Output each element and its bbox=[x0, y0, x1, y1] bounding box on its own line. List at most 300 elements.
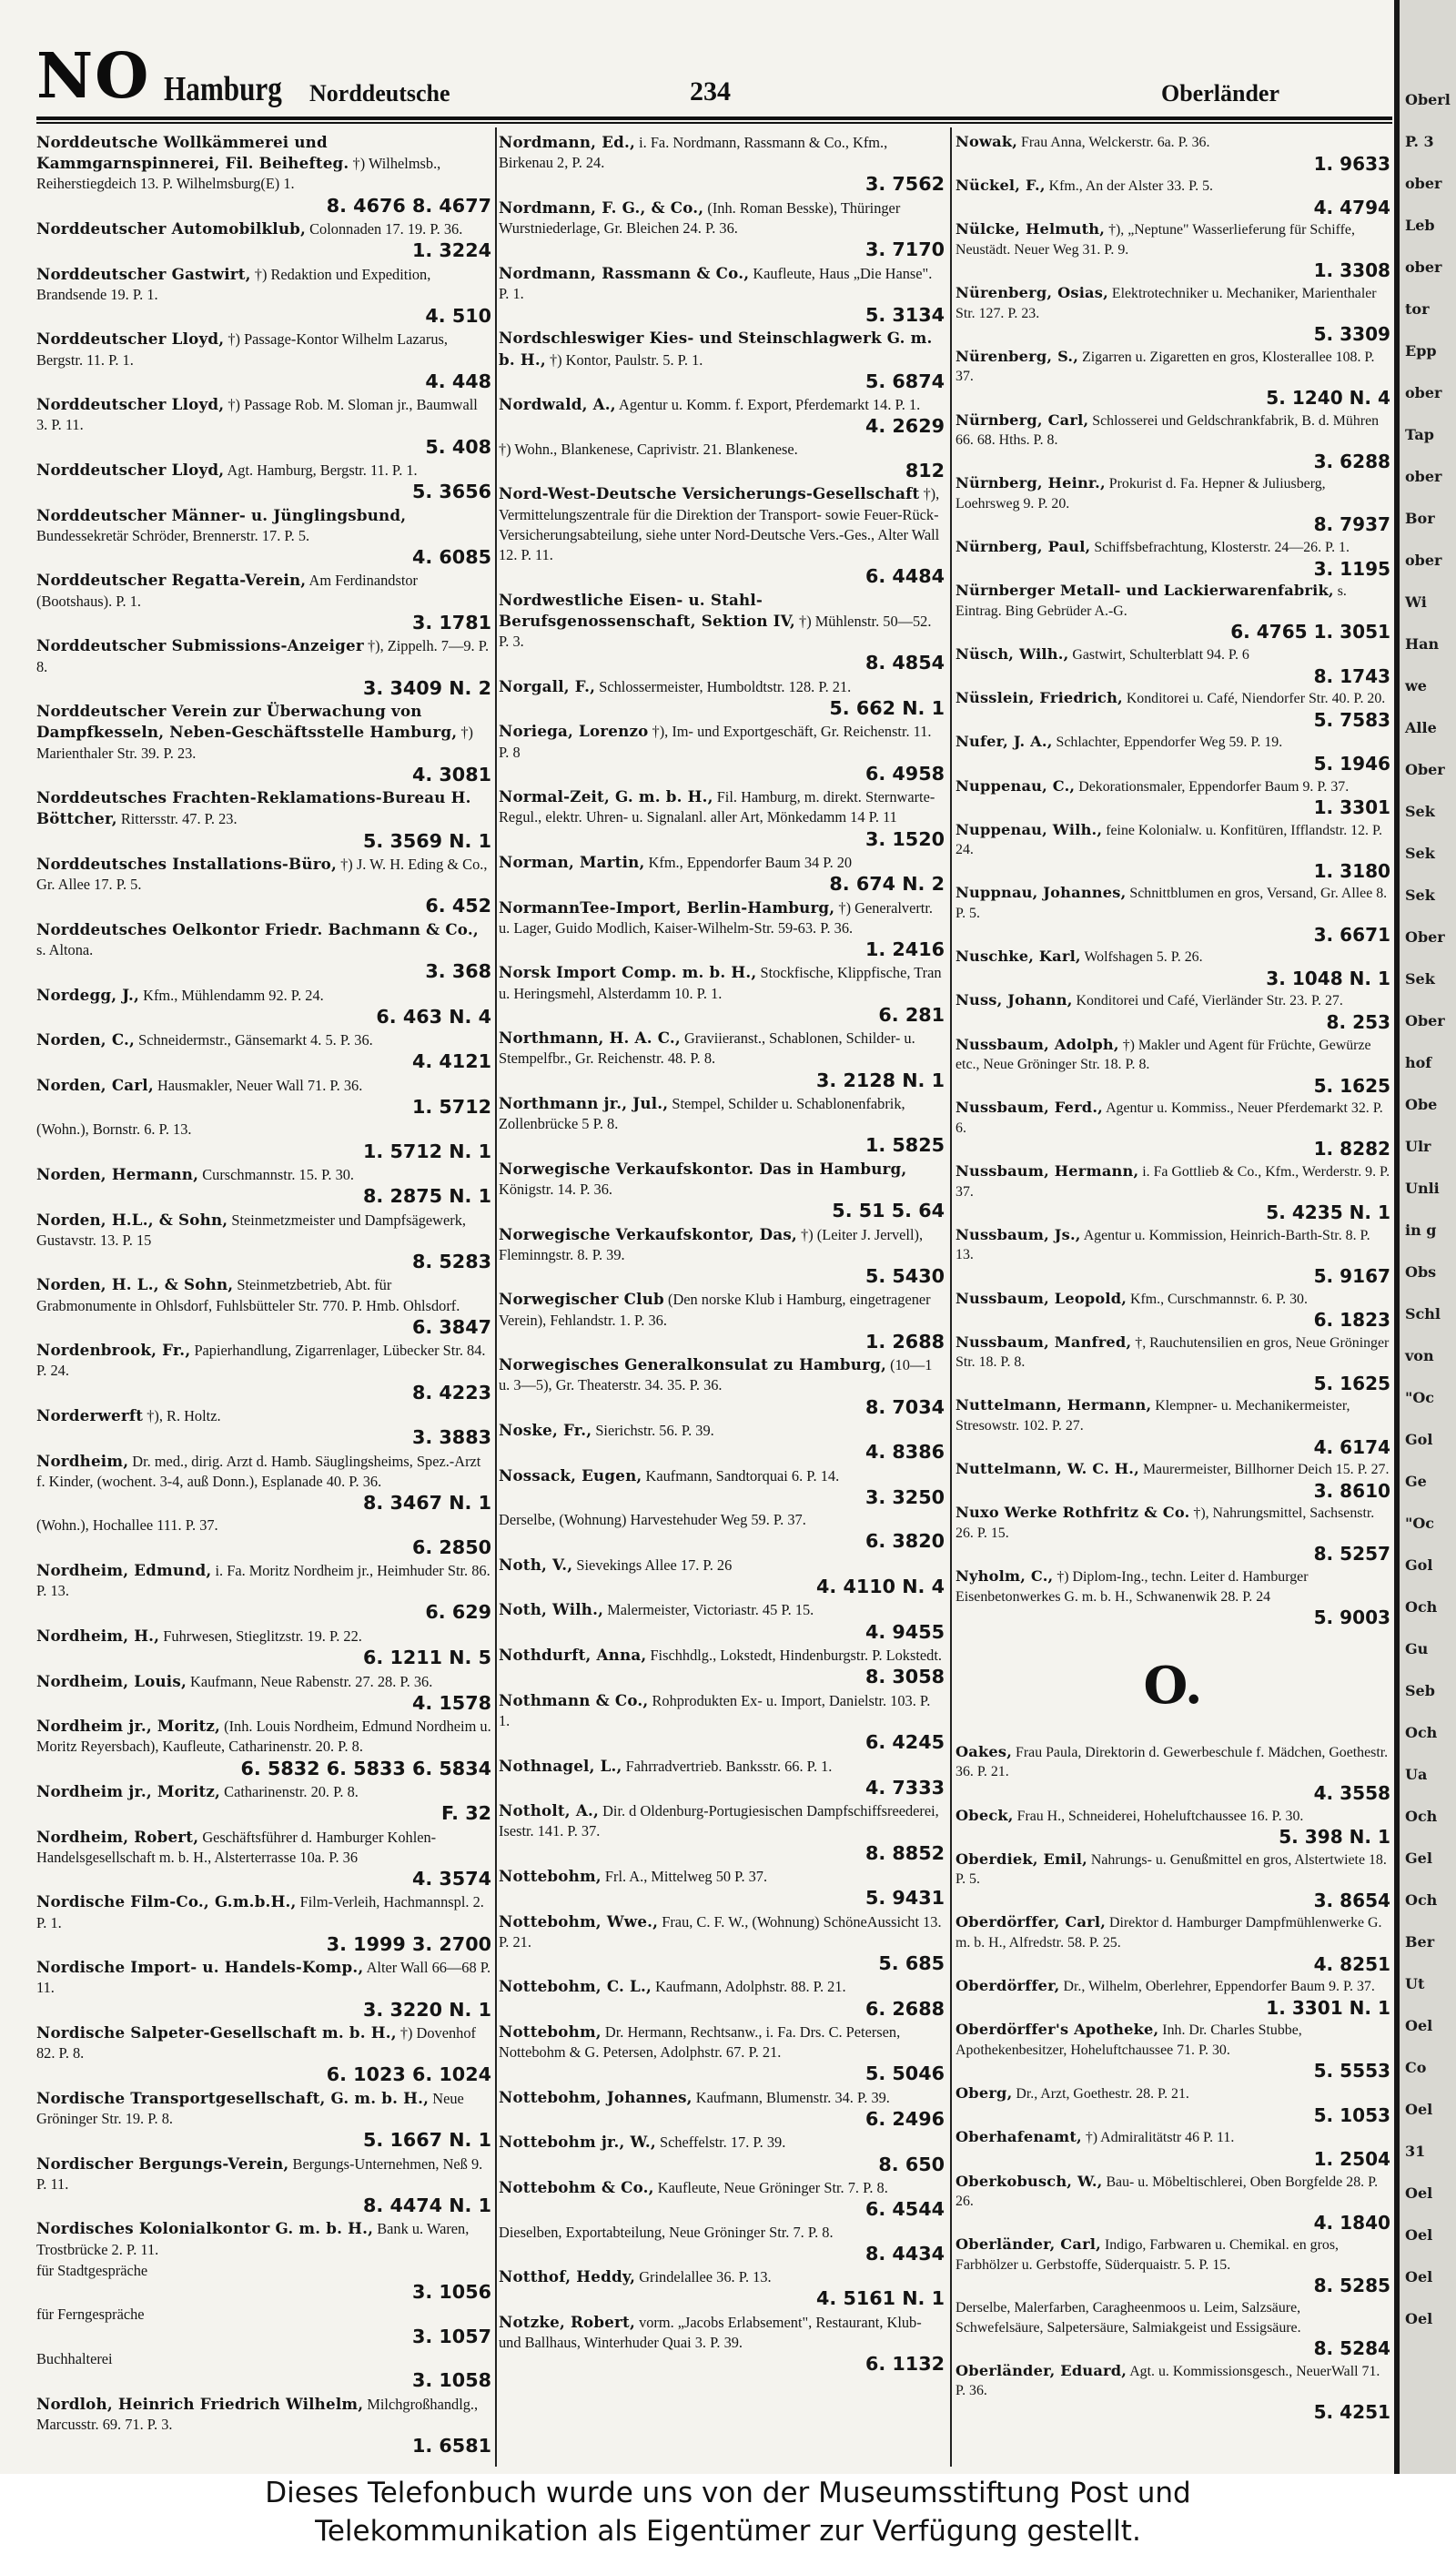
entry-detail: Derselbe, (Wohnung) Harvestehuder Weg 59. P. 37. bbox=[499, 1511, 806, 1529]
directory-entry bbox=[36, 635, 491, 700]
directory-entry bbox=[956, 1912, 1390, 1975]
entry-name: Nottebohm, bbox=[499, 2022, 602, 2041]
entry-name: Nuxo Werke Rothfritz & Co. bbox=[956, 1504, 1190, 1522]
entry-detail: †) Dovenhof 82. P. 8. bbox=[36, 2023, 476, 2062]
phone-number: 4. 1578 bbox=[411, 1691, 491, 1714]
directory-entry bbox=[499, 2266, 945, 2311]
entry-detail: Papierhandlung, Zigarrenlager, Lübecker Str. 84. P. 24. bbox=[36, 1342, 486, 1380]
entry-detail: Graviieranst., Schablonen, Schilder- u. Stempelfbr., Gr. Reichenstr. 48. P. 8. bbox=[499, 1029, 915, 1068]
entry-detail: Sievekings Allee 17. P. 26 bbox=[576, 1556, 733, 1574]
phone-number: 8. 5285 bbox=[1313, 2275, 1390, 2297]
directory-entry bbox=[36, 1781, 491, 1826]
phone-number: 5. 9431 bbox=[864, 1887, 945, 1910]
phone-number: 6. 2496 bbox=[864, 2107, 945, 2130]
entry-detail: Catharinenstr. 20. P. 8. bbox=[224, 1782, 359, 1800]
phone-number: 6. 2688 bbox=[864, 1997, 945, 2020]
entry-detail: Steinmetzbetrieb, Abt. für Grabmonumente in Ohlsdorf, Fuhlsbütteler Str. 770. P. Hmb. Ohlsdorf. bbox=[36, 1276, 460, 1314]
directory-entry bbox=[499, 2022, 945, 2086]
entry-detail: Indigo, Farbwaren u. Chemikal. en gros, Farbhölzer u. Gerbstoffe, Süderquaistr. 5. P. 15. bbox=[956, 2237, 1339, 2273]
footer-line-1: Dieses Telefonbuch wurde uns von der Museumsstiftung Post und bbox=[265, 2477, 1191, 2509]
phone-number: 3. 1048 N. 1 bbox=[1266, 967, 1390, 989]
directory-entry bbox=[956, 1503, 1390, 1566]
phone-number: 8. 7937 bbox=[1313, 513, 1390, 536]
phone-number: 4. 3558 bbox=[1313, 1781, 1390, 1804]
edge-text-fragment: in g bbox=[1405, 1221, 1437, 1239]
entry-detail: (Inh. Roman Besske), Thüringer Wurstniederlage, Gr. Bleichen 24. P. 36. bbox=[499, 198, 901, 238]
edge-text-fragment: "Oc bbox=[1405, 1515, 1435, 1532]
entry-name: Nussbaum, Ferd., bbox=[956, 1099, 1103, 1117]
entry-detail: †) Wohn., Blankenese, Caprivistr. 21. Blankenese. bbox=[499, 440, 798, 458]
entry-detail: †), „Neptune" Wasserlieferung für Schiffe, Neustädt. Neuer Weg 31. P. 9. bbox=[956, 222, 1355, 258]
directory-entry bbox=[36, 919, 491, 984]
entry-name: Norddeutscher Männer- u. Jünglingsbund, bbox=[36, 505, 407, 524]
phone-number: 5. 51 5. 64 bbox=[832, 1200, 945, 1222]
edge-text-fragment: Epp bbox=[1405, 342, 1437, 360]
entry-name: Oberländer, Carl, bbox=[956, 2235, 1101, 2254]
directory-entry bbox=[36, 854, 491, 918]
directory-entry bbox=[36, 1075, 491, 1120]
phone-number: 5. 685 bbox=[878, 1951, 945, 1974]
edge-text-fragment: we bbox=[1405, 677, 1427, 694]
entry-detail: Buchhalterei bbox=[36, 2350, 113, 2368]
phone-number: 1. 3301 bbox=[1313, 796, 1390, 819]
edge-text-fragment: Ober bbox=[1405, 1012, 1445, 1029]
edge-text-fragment: Oel bbox=[1405, 2226, 1433, 2244]
directory-entry bbox=[36, 460, 491, 504]
directory-entry bbox=[956, 581, 1390, 644]
entry-detail: Zigarren u. Zigaretten en gros, Klosterallee 108. P. 37. bbox=[956, 349, 1375, 385]
entry-name: Nuss, Johann, bbox=[956, 991, 1073, 1009]
directory-entry bbox=[499, 1465, 945, 1510]
phone-number: 6. 2850 bbox=[411, 1535, 491, 1558]
edge-text-fragment: Oel bbox=[1405, 2310, 1433, 2327]
phone-number: 4. 4121 bbox=[411, 1050, 491, 1073]
directory-entry bbox=[499, 1159, 945, 1223]
entry-name: Nussbaum, Leopold, bbox=[956, 1289, 1127, 1307]
entry-detail: Dieselben, Exportabteilung, Neue Gröninger Str. 7. P. 8. bbox=[499, 2223, 834, 2241]
entry-detail: Wolfshagen 5. P. 26. bbox=[1084, 949, 1203, 966]
entry-detail: Fil. Hamburg, m. direkt. Sternwarte-Regul., elektr. Uhren- u. Signalanl. aller Art, Mönkedamm 14 P. 11 bbox=[499, 788, 935, 826]
directory-entry bbox=[499, 1028, 945, 1092]
listing-column-3 bbox=[956, 132, 1390, 2462]
edge-text-fragment: Gol bbox=[1405, 1556, 1433, 1574]
edge-text-fragment: Obs bbox=[1405, 1263, 1437, 1281]
entry-name: Nordmann, Ed., bbox=[499, 133, 636, 151]
directory-entry bbox=[956, 883, 1390, 946]
entry-name: Noriega, Lorenzo bbox=[499, 722, 649, 741]
entry-detail: i. Fa. Moritz Nordheim jr., Heimhuder Str. 86. P. 13. bbox=[36, 1562, 490, 1600]
entry-name: Nordheim jr., Moritz, bbox=[36, 1781, 221, 1800]
phone-number: 6. 3820 bbox=[864, 1530, 945, 1553]
phone-number: 5. 1625 bbox=[1313, 1372, 1390, 1394]
directory-entry bbox=[36, 1210, 491, 1274]
entry-detail: Schnittblumen en gros, Versand, Gr. Allee 8. P. 5. bbox=[956, 886, 1388, 921]
entry-detail: i. Fa Gottlieb & Co., Kfm., Werderstr. 9. P. 37. bbox=[956, 1164, 1390, 1200]
phone-number: 5. 7583 bbox=[1313, 708, 1390, 731]
entry-detail: Derselbe, Malerfarben, Caragheenmoos u. Leim, Salzsäure, Schwefelsäure, Salpetersäure, Salmiakgeist und Essigsäure. bbox=[956, 2299, 1301, 2336]
phone-number: 4. 7333 bbox=[864, 1776, 945, 1799]
entry-name: Nürnberger Metall- und Lackierwarenfabrik, bbox=[956, 582, 1334, 600]
entry-detail: Konditorei und Café, Vierländer Str. 23. P. 27. bbox=[1076, 993, 1343, 1009]
edge-text-fragment: Oberl bbox=[1405, 91, 1451, 108]
entry-name: Norddeutscher Lloyd, bbox=[36, 461, 225, 480]
entry-name: Nothdurft, Anna, bbox=[499, 1646, 647, 1665]
phone-number: 6. 463 N. 4 bbox=[376, 1005, 491, 1028]
directory-entry bbox=[36, 1029, 491, 1074]
phone-number: 8. 2875 N. 1 bbox=[362, 1185, 491, 1208]
entry-name: Nürnberg, Heinr., bbox=[956, 474, 1106, 492]
edge-text-fragment: Och bbox=[1405, 1808, 1438, 1825]
entry-name: Nufer, J. A., bbox=[956, 733, 1053, 751]
entry-detail: Malermeister, Victoriastr. 45 P. 15. bbox=[607, 1601, 814, 1619]
directory-entry bbox=[956, 283, 1390, 346]
entry-name: Nuttelmann, Hermann, bbox=[956, 1396, 1152, 1414]
entry-detail: Königstr. 14. P. 36. bbox=[499, 1181, 612, 1198]
phone-number: 1. 2416 bbox=[864, 937, 945, 960]
directory-entry bbox=[499, 1093, 945, 1158]
header-last-entry: Oberländer bbox=[1161, 80, 1279, 106]
entry-detail: Frl. A., Mittelweg 50 P. 37. bbox=[604, 1867, 768, 1885]
directory-entry bbox=[956, 1289, 1390, 1332]
directory-entry bbox=[36, 264, 491, 329]
phone-number: 3. 7562 bbox=[864, 173, 945, 196]
entry-detail: Colonnaden 17. 19. P. 36. bbox=[309, 220, 463, 238]
entry-detail: (Den norske Klub i Hamburg, eingetragener Verein), Fehlandstr. 1. P. 36. bbox=[499, 1291, 931, 1329]
directory-entry bbox=[499, 786, 945, 851]
entry-detail: Kfm., Curschmannstr. 6. P. 30. bbox=[1130, 1291, 1308, 1307]
directory-entry bbox=[956, 1395, 1390, 1458]
entry-name: Norddeutsches Oelkontor Friedr. Bachmann & Co., bbox=[36, 919, 479, 938]
directory-entry bbox=[956, 1225, 1390, 1288]
directory-entry bbox=[499, 2223, 945, 2266]
edge-text-fragment: Obe bbox=[1405, 1096, 1438, 1113]
page-number: 234 bbox=[690, 76, 731, 106]
phone-number: 3. 1056 bbox=[411, 2281, 491, 2304]
entry-name: Norgall, F., bbox=[499, 676, 596, 695]
directory-entry bbox=[36, 570, 491, 634]
entry-detail: Bundessekretär Schröder, Brennerstr. 17. P. 5. bbox=[36, 526, 310, 544]
phone-number: 8. 7034 bbox=[864, 1395, 945, 1418]
header-first-entry: Norddeutsche bbox=[309, 80, 450, 106]
entry-detail: (Wohn.), Hochallee 111. P. 37. bbox=[36, 1516, 218, 1535]
phone-number: 6. 1211 N. 5 bbox=[362, 1647, 491, 1669]
edge-text-fragment: Bor bbox=[1405, 510, 1435, 527]
edge-text-fragment: Gel bbox=[1405, 1850, 1432, 1867]
phone-number: 3. 1520 bbox=[864, 827, 945, 850]
directory-entry bbox=[499, 394, 945, 439]
phone-number: 1. 3180 bbox=[1313, 859, 1390, 882]
directory-entry bbox=[36, 2022, 491, 2087]
entry-name: Nordloh, Heinrich Friedrich Wilhelm, bbox=[36, 2394, 364, 2413]
entry-name: Nordenbrook, Fr., bbox=[36, 1341, 191, 1360]
entry-detail: Bank u. Waren, Trostbrücke 2. P. 11. bbox=[36, 2220, 470, 2258]
directory-entry bbox=[36, 1515, 491, 1559]
entry-name: Nyholm, C., bbox=[956, 1567, 1054, 1586]
directory-entry bbox=[36, 1274, 491, 1339]
entry-detail: feine Kolonialw. u. Konfitüren, Ifflandstr. 12. P. 24. bbox=[956, 822, 1382, 858]
phone-number: 1. 6581 bbox=[411, 2435, 491, 2458]
phone-number: 4. 8251 bbox=[1313, 1952, 1390, 1975]
phone-number: 8. 3467 N. 1 bbox=[362, 1492, 491, 1515]
phone-number: 3. 1058 bbox=[411, 2369, 491, 2392]
entry-name: Norwegisches Generalkonsulat zu Hamburg, bbox=[499, 1355, 886, 1374]
directory-entry bbox=[956, 473, 1390, 536]
entry-name: Nordheim, Robert, bbox=[36, 1827, 199, 1846]
entry-name: Norddeutscher Lloyd, bbox=[36, 329, 225, 349]
entry-detail: Fischhdlg., Lokstedt, Hindenburgstr. P. Lokstedt. bbox=[650, 1647, 942, 1665]
directory-entry bbox=[36, 1671, 491, 1716]
section-letters: NO bbox=[36, 40, 151, 113]
entry-name: Nuppenau, C., bbox=[956, 776, 1076, 795]
directory-entry bbox=[499, 1756, 945, 1800]
entry-detail: Kfm., Mühlendamm 92. P. 24. bbox=[143, 986, 324, 1004]
entry-name: Nordische Salpeter-Gesellschaft m. b. H., bbox=[36, 2022, 397, 2042]
entry-detail: Dr. Hermann, Rechtsanw., i. Fa. Drs. C. Petersen, Nottebohm & G. Petersen, Adolphstr. 67. P. 21. bbox=[499, 2022, 901, 2062]
entry-detail: Stockfische, Klippfische, Tran u. Heringsmehl, Alsterdamm 10. P. 1. bbox=[499, 964, 942, 1002]
entry-detail: für Ferngespräche bbox=[36, 2306, 145, 2324]
entry-name: Obeck, bbox=[956, 1806, 1014, 1824]
directory-entry bbox=[36, 1451, 491, 1515]
directory-entry bbox=[36, 2305, 491, 2348]
phone-number: 4. 5161 N. 1 bbox=[815, 2287, 945, 2310]
entry-detail: Dir. d Oldenburg-Portugiesischen Dampfschiffsreederei, Isestr. 141. P. 37. bbox=[499, 1802, 939, 1840]
entry-name: Norwegische Verkaufskontor. Das in Hamburg, bbox=[499, 1159, 907, 1178]
phone-number: 4. 8386 bbox=[864, 1441, 945, 1464]
entry-name: Notholt, A., bbox=[499, 1801, 599, 1820]
entry-name: Norsk Import Comp. m. b. H., bbox=[499, 963, 757, 982]
entry-detail: Prokurist d. Fa. Hepner & Juliusberg, Loehrsweg 9. P. 20. bbox=[956, 476, 1326, 512]
entry-name: Nottebohm & Co., bbox=[499, 2178, 654, 2196]
phone-number: 3. 1781 bbox=[411, 611, 491, 633]
entry-detail: Steinmetzmeister und Dampfsägewerk, Gustavstr. 13. P. 15 bbox=[36, 1211, 466, 1249]
entry-detail: Gastwirt, Schulterblatt 94. P. 6 bbox=[1072, 646, 1249, 663]
phone-number: 6. 3847 bbox=[411, 1315, 491, 1338]
entry-name: Nord-West-Deutsche Versicherungs-Gesellschaft bbox=[499, 484, 920, 503]
entry-name: Normal-Zeit, G. m. b. H., bbox=[499, 787, 713, 806]
entry-name: Notthof, Heddy, bbox=[499, 2267, 636, 2286]
edge-text-fragment: Oel bbox=[1405, 2184, 1433, 2202]
entry-name: Nuschke, Karl, bbox=[956, 948, 1081, 966]
phone-number: 6. 1823 bbox=[1313, 1309, 1390, 1332]
edge-text-fragment: Ober bbox=[1405, 761, 1445, 778]
entry-detail: Frau, C. F. W., (Wohnung) SchöneAussicht 13. P. 21. bbox=[499, 1912, 942, 1951]
phone-number: 5. 1053 bbox=[1313, 2103, 1390, 2126]
entry-name: Nothnagel, L., bbox=[499, 1756, 622, 1775]
entry-detail: Agt. Hamburg, Bergstr. 11. P. 1. bbox=[227, 461, 418, 480]
phone-number: 5. 9003 bbox=[1313, 1606, 1390, 1629]
entry-detail: vorm. „Jacobs Erlabsement", Restaurant, Klub- und Ballhaus, Winterhuder Quai 3. P. 39. bbox=[499, 2313, 922, 2352]
entry-detail: Schneidermstr., Gänsemarkt 4. 5. P. 36. bbox=[138, 1031, 373, 1049]
phone-number: 4. 6174 bbox=[1313, 1435, 1390, 1458]
entry-detail: †, Rauchutensilien en gros, Neue Gröninger Str. 18. P. 8. bbox=[956, 1334, 1390, 1371]
phone-number: 3. 3883 bbox=[411, 1426, 491, 1449]
directory-entry bbox=[956, 410, 1390, 473]
entry-detail: †), Vermittelungszentrale für die Direktion der Transport- sowie Feuer-Rück-Versicherungsabteilung, siehe unter Nord-Deutsche Vers.-Ges., Alter Wall 12. P. 11. bbox=[499, 485, 940, 564]
edge-text-fragment: 31 bbox=[1405, 2143, 1426, 2160]
entry-name: Norden, C., bbox=[36, 1030, 136, 1049]
entry-name: Northmann, H. A. C., bbox=[499, 1029, 681, 1048]
directory-entry bbox=[499, 2087, 945, 2132]
entry-detail: †) Mühlenstr. 50—52. P. 3. bbox=[499, 612, 932, 651]
phone-number: 4. 3081 bbox=[411, 763, 491, 785]
entry-detail: Grindelallee 36. P. 13. bbox=[639, 2268, 772, 2286]
directory-entry bbox=[956, 820, 1390, 883]
city-name: Hamburg bbox=[164, 70, 282, 108]
directory-entry bbox=[36, 1164, 491, 1209]
entry-detail: Schlossermeister, Humboldtstr. 128. P. 21. bbox=[599, 677, 852, 695]
directory-entry bbox=[956, 1850, 1390, 1912]
directory-entry bbox=[36, 2394, 491, 2458]
phone-number: 1. 8282 bbox=[1313, 1138, 1390, 1160]
entry-detail: †), Nahrungsmittel, Sachsenstr. 26. P. 15. bbox=[956, 1505, 1375, 1541]
directory-entry bbox=[956, 2298, 1390, 2360]
entry-detail: Agentur u. Kommiss., Neuer Pferdemarkt 32. P. 6. bbox=[956, 1100, 1383, 1136]
listing-column-2 bbox=[499, 132, 945, 2462]
phone-number: 5. 3134 bbox=[864, 304, 945, 327]
entry-detail: Neue Gröninger Str. 19. P. 8. bbox=[36, 2089, 464, 2127]
entry-name: Norden, H. L., & Sohn, bbox=[36, 1275, 234, 1294]
edge-text-fragment: Sek bbox=[1405, 803, 1435, 820]
entry-detail: für Stadtgespräche bbox=[36, 2261, 148, 2279]
entry-detail: Kaufleute, Neue Gröninger Str. 7. P. 8. bbox=[657, 2179, 888, 2196]
entry-detail: Inh. Dr. Charles Stubbe, Apothekenbesitzer, Hoheluftchaussee 71. P. 30. bbox=[956, 2022, 1302, 2058]
section-heading-o: O. bbox=[1143, 1655, 1203, 1716]
entry-name: Nottebohm, Johannes, bbox=[499, 2087, 693, 2106]
entry-name: Norddeutsche Wollkämmerei und Kammgarnspinnerei, Fil. Beihefteg. bbox=[36, 133, 349, 173]
directory-entry bbox=[499, 132, 945, 197]
phone-number: 6. 629 bbox=[425, 1601, 491, 1624]
phone-number: 3. 2128 N. 1 bbox=[815, 1069, 945, 1091]
entry-detail: Schlosserei und Geldschrankfabrik, B. d. Mühren 66. 68. Hths. P. 8. bbox=[956, 412, 1380, 449]
phone-number: 4. 2629 bbox=[864, 415, 945, 438]
phone-number: 4. 6085 bbox=[411, 546, 491, 569]
entry-name: Nordischer Bergungs-Verein, bbox=[36, 2154, 289, 2173]
edge-text-fragment: Ut bbox=[1405, 1975, 1425, 1992]
phone-number: 4. 4794 bbox=[1313, 196, 1390, 218]
entry-name: Nordheim, Edmund, bbox=[36, 1561, 212, 1580]
directory-entry bbox=[36, 2261, 491, 2305]
phone-number: 4. 448 bbox=[425, 370, 491, 392]
directory-entry bbox=[499, 328, 945, 393]
entry-name: Nordwald, A., bbox=[499, 395, 616, 414]
entry-detail: Dr., Wilhelm, Oberlehrer, Eppendorfer Baum 9. P. 37. bbox=[1063, 1979, 1375, 1995]
directory-entry bbox=[36, 1957, 491, 2022]
edge-text-fragment: von bbox=[1405, 1347, 1434, 1364]
phone-number: 5. 1667 N. 1 bbox=[362, 2129, 491, 2152]
phone-number: 4. 510 bbox=[425, 305, 491, 328]
phone-number: 8. 650 bbox=[878, 2153, 945, 2175]
directory-entry bbox=[956, 1098, 1390, 1160]
entry-name: Nordheim, Louis, bbox=[36, 1671, 187, 1690]
edge-text-fragment: Och bbox=[1405, 1724, 1438, 1741]
entry-detail: Elektrotechniker u. Mechaniker, Marienthaler Str. 127. P. 23. bbox=[956, 286, 1377, 321]
entry-name: Norddeutsches Installations-Büro, bbox=[36, 854, 338, 873]
directory-entry bbox=[956, 644, 1390, 687]
directory-entry bbox=[499, 1420, 945, 1464]
entry-detail: Rohprodukten Ex- u. Import, Danielstr. 103. P. 1. bbox=[499, 1691, 931, 1729]
entry-detail: Hausmakler, Neuer Wall 71. P. 36. bbox=[157, 1076, 363, 1094]
edge-text-fragment: hof bbox=[1405, 1054, 1432, 1071]
phone-number: 5. 1625 bbox=[1313, 1074, 1390, 1097]
entry-name: Nordschleswiger Kies- und Steinschlagwerk G. m. b. H., bbox=[499, 329, 933, 369]
edge-text-fragment: Ulr bbox=[1405, 1138, 1431, 1155]
edge-text-fragment: Alle bbox=[1405, 719, 1437, 736]
directory-entry bbox=[499, 2132, 945, 2176]
entry-detail: Stempel, Schilder u. Schablonenfabrik, Zollenbrücke 5 P. 8. bbox=[499, 1094, 905, 1133]
entry-detail: †) Redaktion und Expedition, Brandsende 19. P. 1. bbox=[36, 265, 431, 303]
entry-name: Nürenberg, Osias, bbox=[956, 284, 1108, 302]
directory-entry bbox=[36, 2154, 491, 2218]
entry-name: Oberländer, Eduard, bbox=[956, 2361, 1127, 2379]
phone-number: 1. 3224 bbox=[411, 239, 491, 262]
phone-number: 8. 5283 bbox=[411, 1251, 491, 1273]
directory-entry bbox=[499, 962, 945, 1027]
directory-entry bbox=[36, 1405, 491, 1450]
entry-name: Norwegische Verkaufskontor, Das, bbox=[499, 1224, 797, 1243]
directory-entry bbox=[499, 1555, 945, 1599]
entry-name: Nottebohm, C. L., bbox=[499, 1977, 652, 1996]
phone-number: 1. 5712 N. 1 bbox=[362, 1140, 491, 1162]
phone-number: 3. 6671 bbox=[1313, 923, 1390, 946]
entry-detail: Schiffsbefrachtung, Klosterstr. 24—26. P. 1. bbox=[1094, 540, 1350, 556]
entry-name: Nürnberg, Paul, bbox=[956, 538, 1091, 556]
entry-detail: Agentur u. Komm. f. Export, Pferdemarkt 14. P. 1. bbox=[619, 396, 921, 414]
phone-number: 8. 674 N. 2 bbox=[829, 873, 945, 896]
directory-entry bbox=[36, 132, 491, 218]
entry-detail: Film-Verleih, Hachmannspl. 2. P. 1. bbox=[36, 1893, 484, 1931]
phone-number: 8. 253 bbox=[1326, 1010, 1390, 1033]
entry-name: Noth, Wilh., bbox=[499, 1600, 604, 1619]
edge-text-fragment: Tap bbox=[1405, 426, 1434, 443]
phone-number: 3. 8654 bbox=[1313, 1889, 1390, 1911]
page-header bbox=[36, 40, 1392, 117]
phone-number: 5. 3569 N. 1 bbox=[362, 829, 491, 852]
entry-name: Norddeutsches Frachten-Reklamations-Bureau H. Böttcher, bbox=[36, 788, 471, 828]
entry-name: Oberdiek, Emil, bbox=[956, 1850, 1087, 1868]
directory-entry bbox=[956, 2172, 1390, 2235]
entry-detail: Dekorationsmaler, Eppendorfer Baum 9. P. 37. bbox=[1078, 778, 1350, 795]
entry-detail: (Inh. Louis Nordheim, Edmund Nordheim u. Moritz Reyersbach), Kaufleute, Catharinenstr. 20. P. 8. bbox=[36, 1718, 491, 1756]
edge-text-fragment: "Oc bbox=[1405, 1389, 1435, 1406]
edge-text-fragment: Ber bbox=[1405, 1933, 1435, 1951]
phone-number: 5. 662 N. 1 bbox=[829, 696, 945, 719]
entry-name: Norden, Hermann, bbox=[36, 1165, 199, 1183]
edge-text-fragment: Ober bbox=[1405, 928, 1445, 946]
directory-entry bbox=[36, 329, 491, 393]
phone-number: 4. 4110 N. 4 bbox=[815, 1576, 945, 1598]
phone-number: 4. 9455 bbox=[864, 1620, 945, 1643]
entry-name: Oberhafenamt, bbox=[956, 2128, 1082, 2146]
directory-entry bbox=[956, 732, 1390, 775]
edge-text-fragment: Oel bbox=[1405, 2101, 1433, 2118]
directory-entry bbox=[499, 897, 945, 962]
edge-text-fragment: Unli bbox=[1405, 1180, 1440, 1197]
entry-name: Nuttelmann, W. C. H., bbox=[956, 1460, 1139, 1478]
entry-name: Nussbaum, Adolph, bbox=[956, 1035, 1119, 1053]
entry-detail: †) Generalvertr. u. Lager, Guido Modlich, Kaiser-Wilhelm-Str. 59-63. P. 36. bbox=[499, 898, 933, 937]
entry-detail: Klempner- u. Mechanikermeister, Stresowstr. 102. P. 27. bbox=[956, 1398, 1350, 1434]
entry-name: Oberg, bbox=[956, 2084, 1013, 2103]
edge-text-fragment: Sek bbox=[1405, 887, 1435, 904]
directory-entry bbox=[956, 2361, 1390, 2424]
entry-detail: Schlachter, Eppendorfer Weg 59. P. 19. bbox=[1056, 735, 1283, 751]
directory-entry bbox=[499, 1510, 945, 1554]
entry-detail: Dr. med., dirig. Arzt d. Hamb. Säuglingsheims, Spez.-Arzt f. Kinder, (wochent. 3-4, auß Donn.), Esplanade 40. P. 36. bbox=[36, 1452, 481, 1490]
entry-name: Norddeutscher Verein zur Überwachung von Dampfkesseln, Neben-Geschäftsstelle Hamburg, bbox=[36, 702, 458, 742]
directory-entry bbox=[499, 1224, 945, 1289]
edge-text-fragment: Gu bbox=[1405, 1640, 1429, 1657]
directory-entry bbox=[956, 2020, 1390, 2083]
